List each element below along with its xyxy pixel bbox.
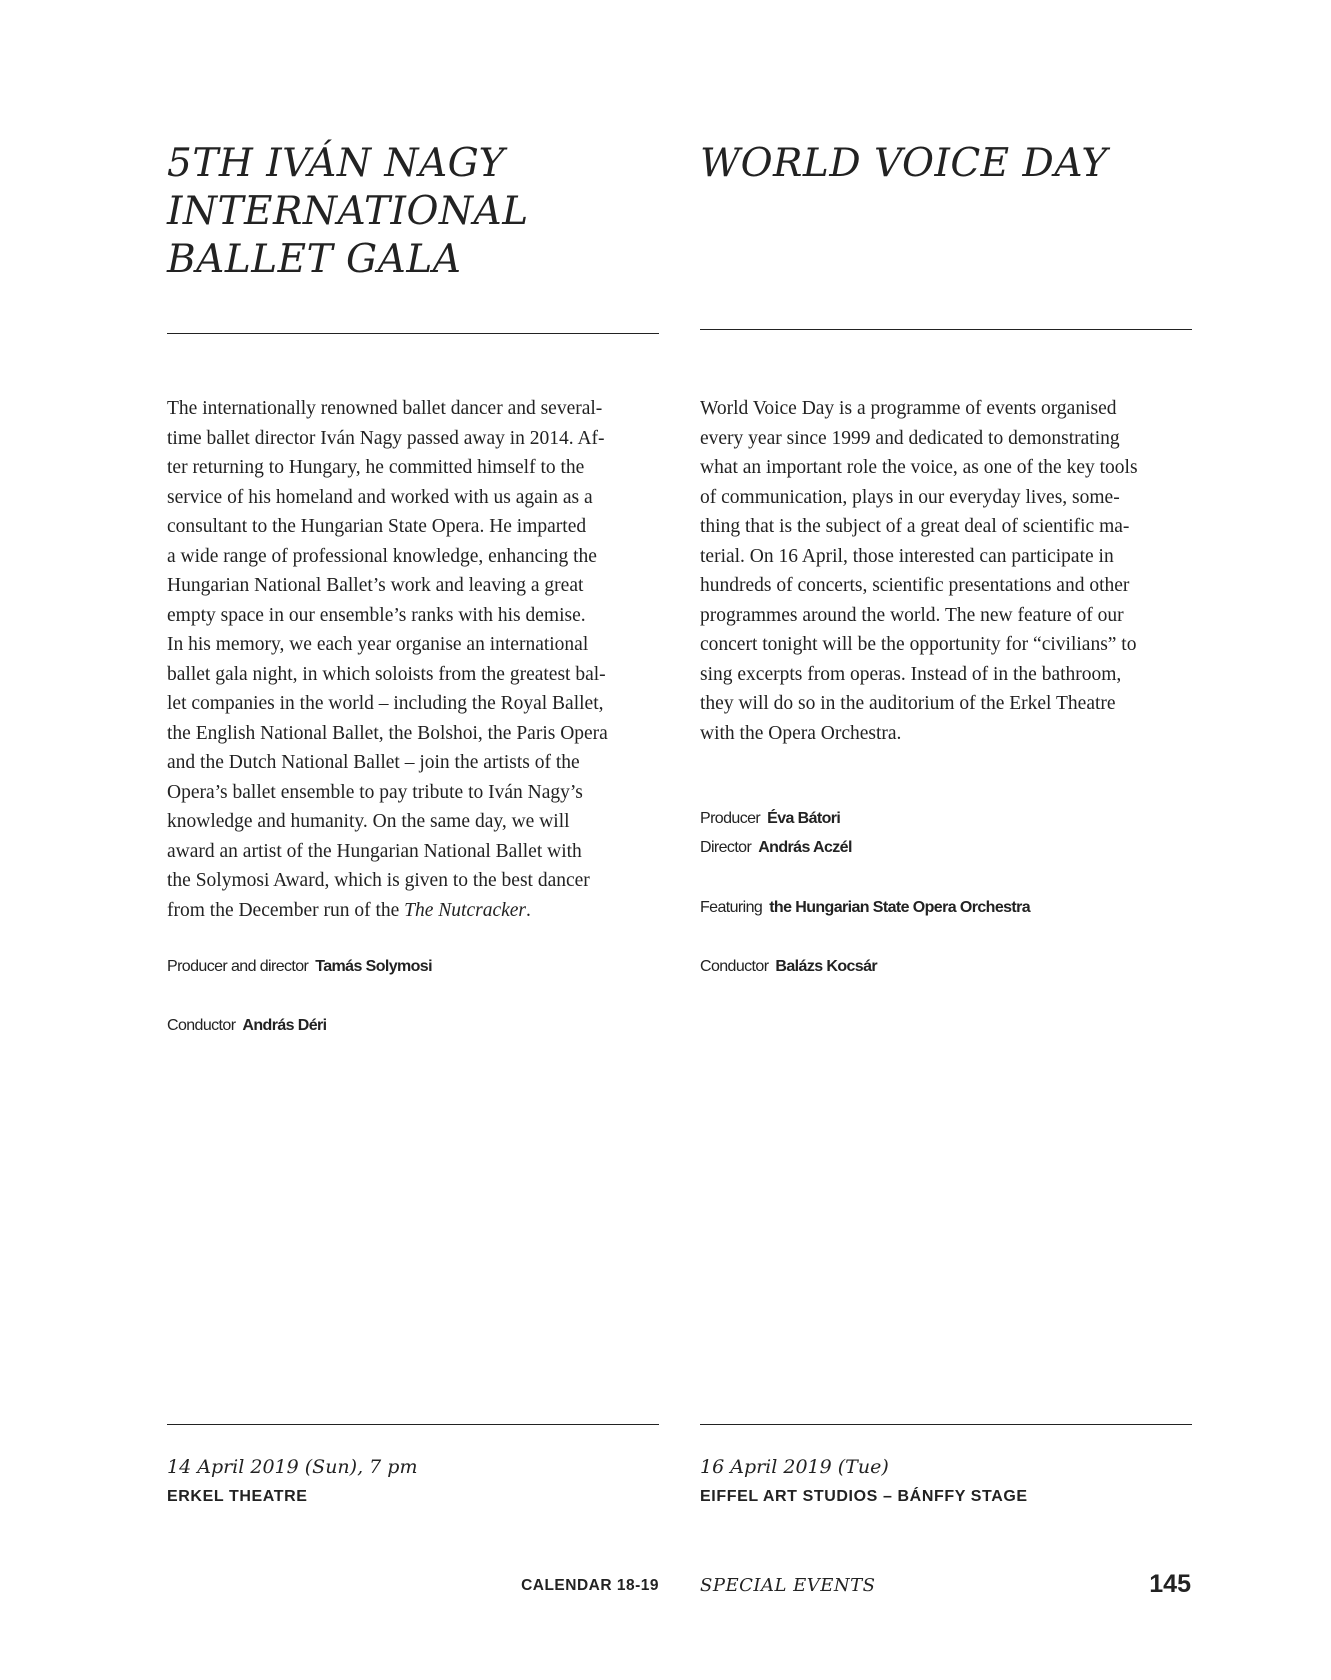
title-divider (700, 329, 1192, 330)
text-line: The internationally renowned ballet dancer and several- (167, 398, 603, 419)
text-line: Opera’s ballet ensemble to pay tribute to Iván Nagy’s (167, 781, 583, 803)
text-line: and the Dutch National Ballet – join the artists of the (167, 752, 580, 773)
credit-conductor (167, 1016, 327, 1036)
text-line: ballet gala night, in which soloists from the greatest bal- (167, 663, 606, 685)
schedule-divider (700, 1424, 1192, 1425)
text-line: let companies in the world – including the Royal Ballet, (167, 693, 604, 714)
credit-name: Éva Bátori (767, 810, 841, 827)
work-title: The Nutcracker (404, 899, 527, 921)
credit-director (700, 838, 852, 858)
event-venue: ERKEL THEATRE (167, 1488, 308, 1505)
footer-section-label: SPECIAL EVENTS (700, 1575, 876, 1596)
title-line: INTERNATIONAL (167, 189, 529, 234)
credit-name: András Aczél (758, 839, 852, 856)
text-line: award an artist of the Hungarian National Ballet with (167, 840, 582, 862)
footer-calendar-label: CALENDAR 18-19 (521, 1577, 659, 1594)
event-title (167, 140, 659, 284)
title-line: WORLD VOICE DAY (700, 141, 1108, 186)
text-line-last (167, 896, 659, 926)
title-line: BALLET GALA (167, 237, 462, 282)
credit-conductor (700, 957, 877, 977)
credit-role: Conductor (167, 1017, 236, 1034)
credit-role: Producer and director (167, 958, 309, 975)
text-line: service of his homeland and worked with us again as a (167, 486, 593, 508)
text-line: with the Opera Orchestra. (700, 722, 902, 744)
credit-name: Balázs Kocsár (775, 958, 878, 975)
event-description (700, 394, 1192, 748)
text-line: of communication, plays in our everyday lives, some- (700, 486, 1120, 508)
text-line: Hungarian National Ballet’s work and leaving a great (167, 575, 584, 596)
credit-role: Conductor (700, 958, 769, 975)
text-line: sing excerpts from operas. Instead of in the bathroom, (700, 663, 1122, 685)
credit-name: Tamás Solymosi (315, 958, 432, 975)
text-line: every year since 1999 and dedicated to demonstrating (700, 427, 1120, 449)
text-fragment: from the December run of the (167, 899, 405, 921)
schedule-divider (167, 1424, 659, 1425)
text-line: ter returning to Hungary, he committed himself to the (167, 457, 585, 478)
text-fragment: . (526, 899, 531, 921)
text-line: the Solymosi Award, which is given to the best dancer (167, 870, 590, 891)
event-venue: EIFFEL ART STUDIOS – BÁNFFY STAGE (700, 1488, 1028, 1505)
page-number: 145 (1149, 1570, 1191, 1598)
text-line: consultant to the Hungarian State Opera. He imparted (167, 516, 587, 537)
title-divider (167, 333, 659, 334)
event-description (167, 394, 659, 925)
credit-producer (700, 809, 840, 829)
text-line: they will do so in the auditorium of the Erkel Theatre (700, 693, 1116, 714)
text-line: what an important role the voice, as one of the key tools (700, 457, 1138, 478)
text-line: thing that is the subject of a great deal of scientific ma- (700, 516, 1130, 537)
credit-role: Producer (700, 810, 761, 827)
event-date: 16 April 2019 (Tue) (700, 1456, 889, 1478)
text-line: empty space in our ensemble’s ranks with his demise. (167, 604, 586, 626)
credit-producer-director (167, 957, 432, 977)
text-line: programmes around the world. The new feature of our (700, 604, 1124, 626)
credit-name: the Hungarian State Opera Orchestra (769, 899, 1031, 916)
credit-role: Director (700, 839, 752, 856)
text-line: World Voice Day is a programme of events organised (700, 398, 1117, 419)
text-line: terial. On 16 April, those interested can participate in (700, 545, 1114, 567)
credit-role: Featuring (700, 899, 763, 916)
text-line: time ballet director Iván Nagy passed away in 2014. Af- (167, 427, 605, 449)
text-line: a wide range of professional knowledge, enhancing the (167, 545, 597, 567)
text-line: concert tonight will be the opportunity for “civilians” to (700, 634, 1137, 655)
text-line: knowledge and humanity. On the same day, we will (167, 811, 570, 832)
text-line: In his memory, we each year organise an international (167, 634, 589, 655)
credit-featuring (700, 898, 1030, 918)
event-date: 14 April 2019 (Sun), 7 pm (167, 1456, 418, 1478)
credit-name: András Déri (242, 1017, 327, 1034)
text-line: the English National Ballet, the Bolshoi, the Paris Opera (167, 722, 608, 744)
event-title (700, 140, 1192, 188)
text-line: hundreds of concerts, scientific presentations and other (700, 575, 1130, 596)
title-line: 5TH IVÁN NAGY (167, 141, 505, 186)
